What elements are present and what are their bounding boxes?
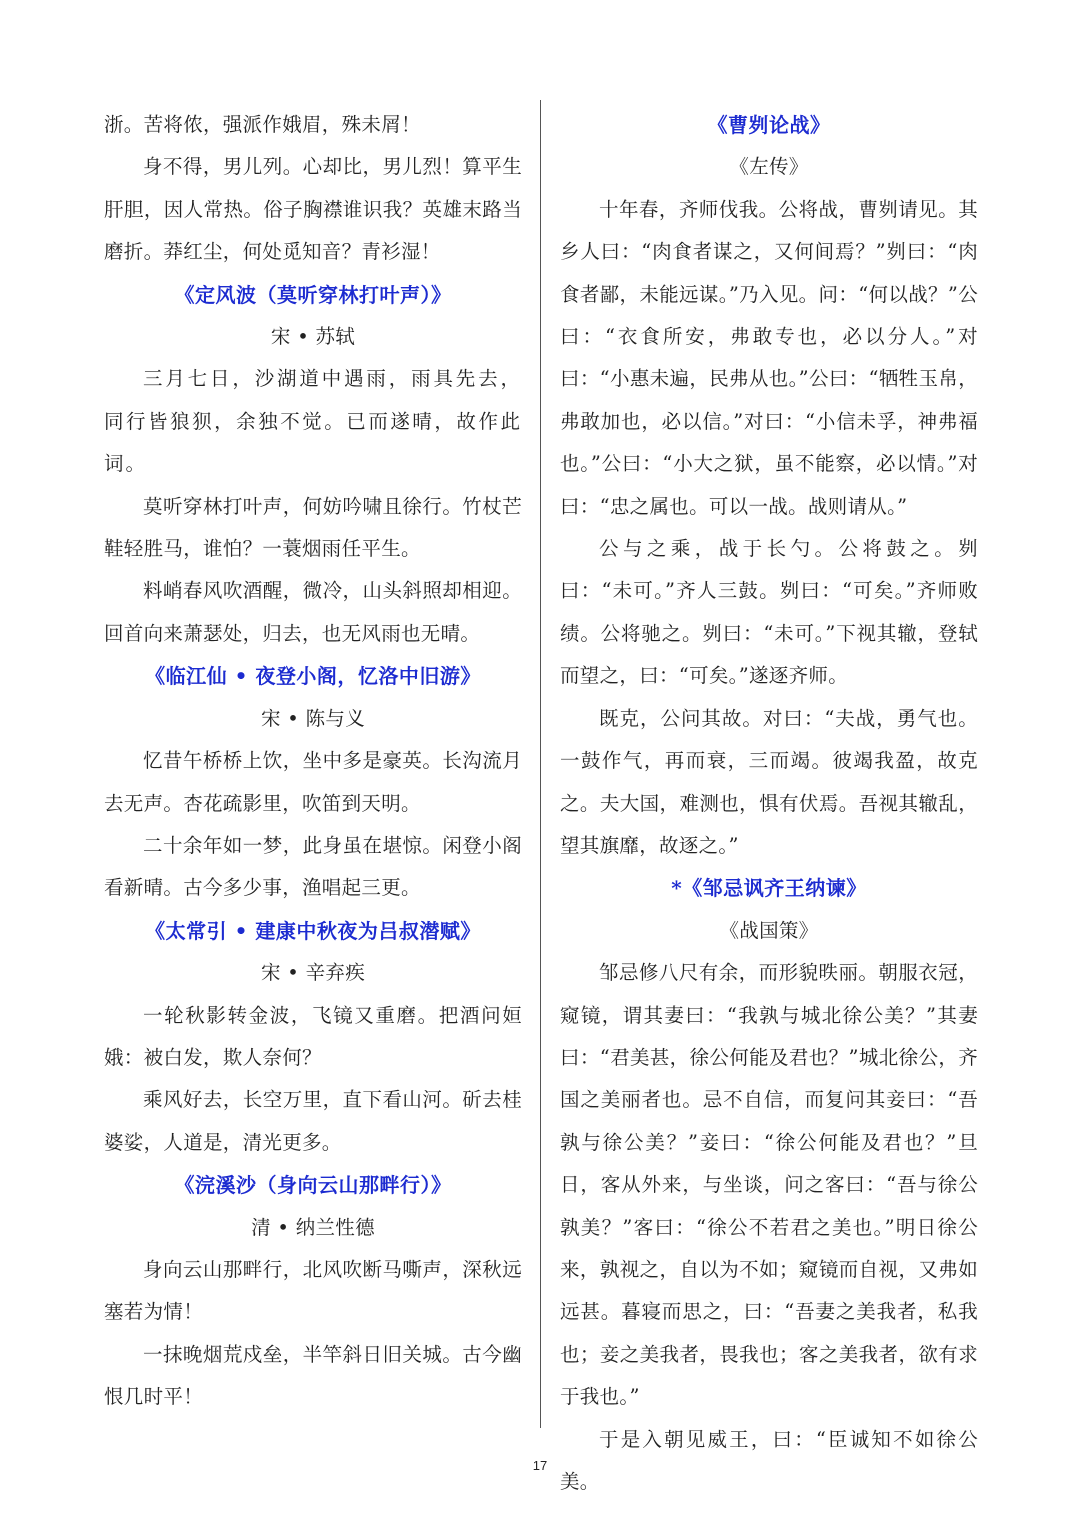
essay-source: 《左传》 [729, 155, 809, 179]
poem-author: 清 • 纳兰性德 [251, 1215, 375, 1239]
paragraph: 身不得，男儿列。心却比，男儿烈！算平生肝胆，因人常热。俗子胸襟谁识我？英雄末路当磨折。莽红尘，何处觅知音？青衫湿！ [104, 155, 522, 264]
poem-author: 宋 • 陈与义 [261, 706, 365, 730]
paragraph: 忆昔午桥桥上饮，坐中多是豪英。长沟流月去无声。杏花疏影里，吹笛到天明。 [104, 749, 522, 815]
poem-title: 《太常引 • 建康中秋夜为吕叔潜赋》 [145, 918, 481, 943]
paragraph: 既克，公问其故。对曰：“夫战，勇气也。一鼓作气，再而衰，三而竭。彼竭我盈，故克之。夫大国，难测也，惧有伏焉。吾视其辙乱，望其旗靡，故逐之。” [560, 706, 978, 857]
page-number: 17 [532, 1458, 548, 1473]
poem-title: 《定风波（莫听穿林打叶声）》 [174, 282, 452, 307]
paragraph: 莫听穿林打叶声，何妨吟啸且徐行。竹杖芒鞋轻胜马，谁怕？一蓑烟雨任平生。 [104, 494, 522, 561]
paragraph: 一抹晚烟荒戍垒，半竿斜日旧关城。古今幽恨几时平！ [104, 1342, 522, 1409]
paragraph: 乘风好去，长空万里，直下看山河。斫去桂婆娑，人道是，清光更多。 [104, 1088, 522, 1154]
column-divider [540, 100, 541, 1428]
paragraph: 公与之乘，战于长勺。公将鼓之。刿曰：“未可。”齐人三鼓。刿曰：“可矣。”齐师败绩。公将驰之。刿曰：“未可。”下视其辙，登轼而望之，曰：“可矣。”遂逐齐师。 [560, 537, 978, 688]
left-column [104, 104, 522, 1419]
paragraph: 于是入朝见威王，曰：“臣诚知不如徐公美。 [560, 1427, 978, 1493]
paragraph: 浙。苦将侬，强派作娥眉，殊未屑！ [104, 113, 421, 136]
essay-title: 《曹刿论战》 [707, 113, 831, 137]
paragraph: 十年春，齐师伐我。公将战，曹刿请见。其乡人曰：“肉食者谋之，又何间焉？”刿曰：“肉食者鄙，未能远谋。”乃入见。问：“何以战？”公曰：“衣食所安，弗敢专也，必以分人。”对曰：“小惠未遍，民弗从也。”公曰：“牺牲玉帛，弗敢加也，必以信。”对曰：“小信未孚，神弗福也。”公曰：“小大之狱，虽不能察，必以情。”对曰：“忠之属也。可以一战。战则请从。” [560, 197, 978, 518]
right-column [560, 104, 978, 1503]
poem-title: 《临江仙 • 夜登小阁，忆洛中旧游》 [145, 664, 481, 689]
essay-source: 《战国策》 [719, 918, 819, 942]
poem-author: 宋 • 辛弃疾 [261, 961, 365, 985]
poem-title: 《浣溪沙（身向云山那畔行）》 [174, 1173, 452, 1198]
paragraph: 邹忌修八尺有余，而形貌昳丽。朝服衣冠，窥镜，谓其妻曰：“我孰与城北徐公美？”其妻曰：“君美甚，徐公何能及君也？”城北徐公，齐国之美丽者也。忌不自信，而复问其妾曰：“吾孰与徐公美？”妾曰：“徐公何能及君也？”旦日，客从外来，与坐谈，问之客曰：“吾与徐公孰美？”客曰：“徐公不若君之美也。”明日徐公来，孰视之，自以为不如；窥镜而自视，又弗如远甚。暮寝而思之，曰：“吾妻之美我者，私我也；妾之美我者，畏我也；客之美我者，欲有求于我也。” [560, 961, 978, 1409]
paragraph: 二十余年如一梦，此身虽在堪惊。闲登小阁看新晴。古今多少事，渔唱起三更。 [104, 833, 522, 900]
paragraph: 身向云山那畔行，北风吹断马嘶声，深秋远塞若为情！ [104, 1257, 522, 1324]
poem-author: 宋 • 苏轼 [270, 325, 356, 349]
essay-title: *《邹忌讽齐王纳谏》 [671, 876, 867, 901]
paragraph: 一轮秋影转金波，飞镜又重磨。把酒问姮娥：被白发，欺人奈何？ [104, 1003, 522, 1069]
paragraph: 料峭春风吹酒醒，微冷，山头斜照却相迎。回首向来萧瑟处，归去，也无风雨也无晴。 [104, 579, 522, 645]
poem-preface: 三月七日，沙湖道中遇雨，雨具先去，同行皆狼狈，余独不觉。已而遂晴，故作此词。 [104, 367, 522, 476]
